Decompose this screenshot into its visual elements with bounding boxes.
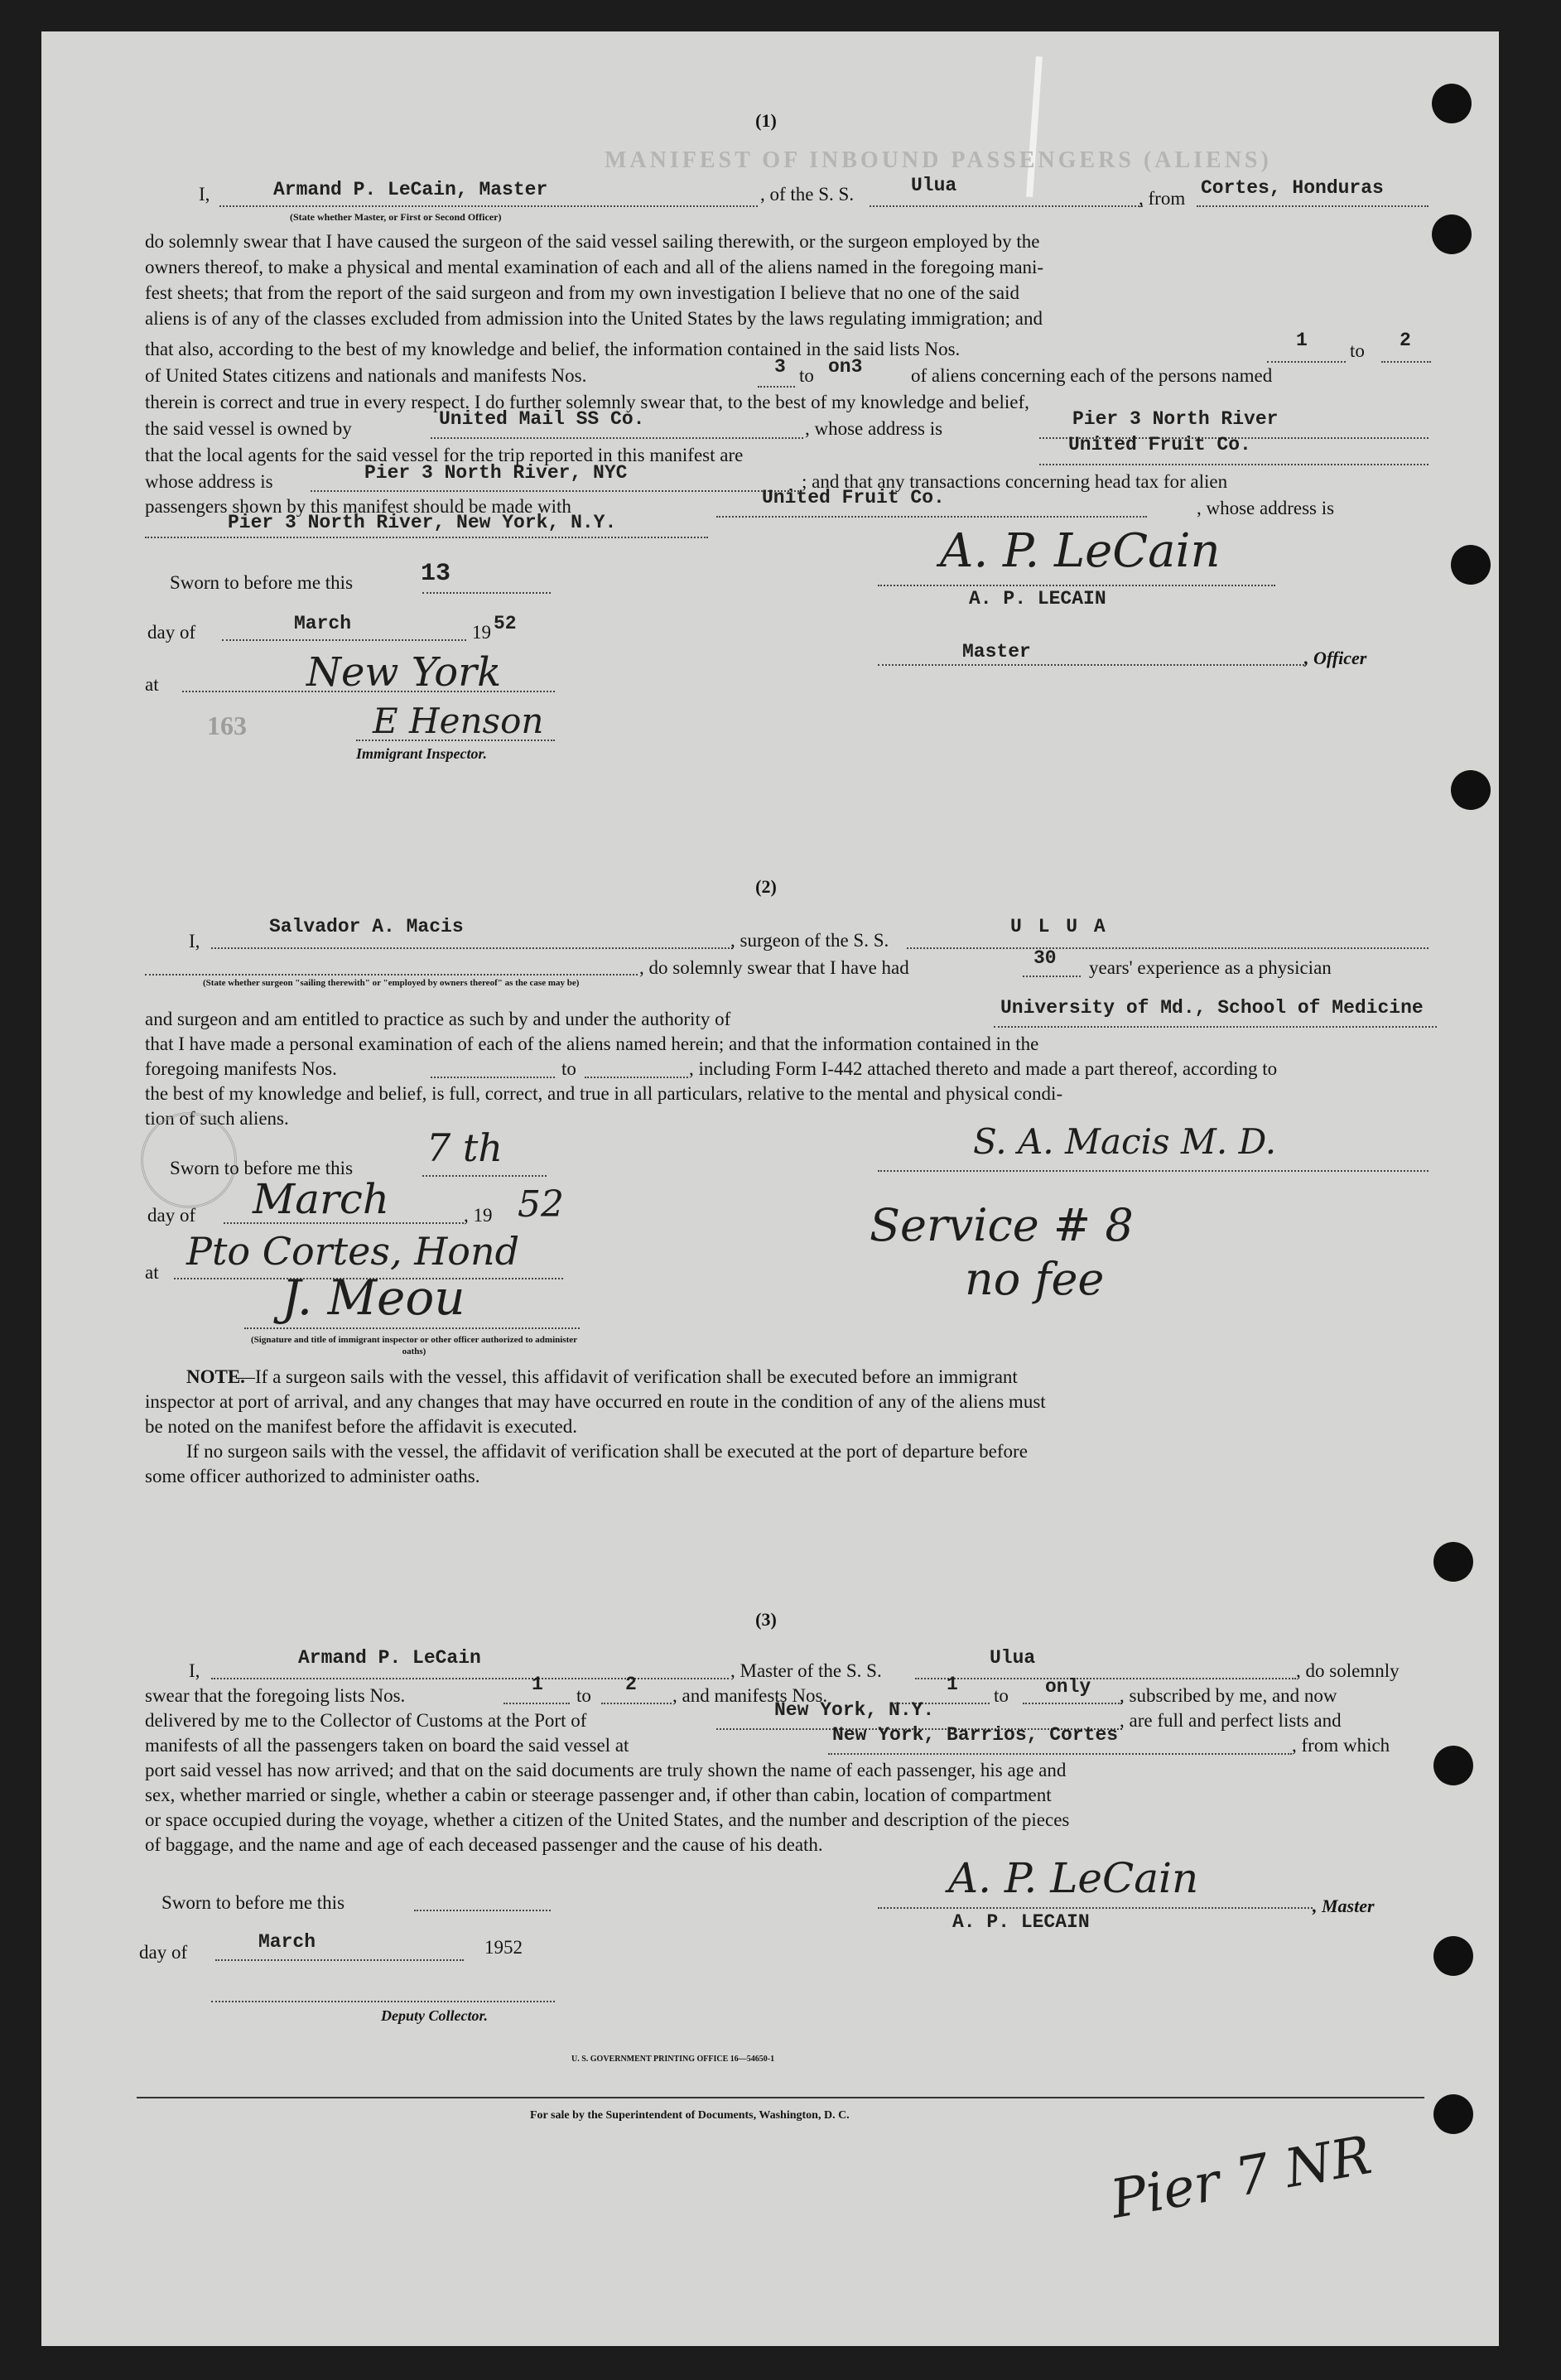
section-3-line-8: of baggage, and the name and age of each deceased passenger and the cause of his death. xyxy=(145,1834,823,1855)
master-printed-3: A. P. LECAIN xyxy=(952,1911,1090,1933)
subscribed-label: , subscribed by me, and now xyxy=(1120,1685,1337,1706)
officer-title: Master xyxy=(962,641,1031,662)
sworn-month-2-line xyxy=(224,1222,464,1224)
inspector-signature-line xyxy=(356,740,555,741)
from-port: Cortes, Honduras xyxy=(1201,177,1384,199)
bleed-through-text: MANIFEST OF INBOUND PASSENGERS (ALIENS) xyxy=(605,147,1272,173)
form-i442-text: , including Form I-442 attached thereto and made a part thereof, according to xyxy=(689,1058,1278,1079)
section-3-number: (3) xyxy=(755,1609,777,1630)
manifests-to-3: only xyxy=(1045,1676,1091,1698)
vessel-line xyxy=(870,205,1143,207)
surgeon-signature: S. A. Macis M. D. xyxy=(973,1121,1277,1162)
master-name-line xyxy=(219,205,758,207)
years-experience: 30 xyxy=(1033,947,1057,969)
at-label-1: at xyxy=(145,674,159,695)
oath-i-label: I, xyxy=(199,184,210,205)
year-suffix-2: 52 xyxy=(518,1183,564,1226)
lists-to-3-label: to xyxy=(576,1685,591,1706)
at-place-2: Pto Cortes, Hond xyxy=(186,1229,520,1274)
lists-from: 1 xyxy=(1296,330,1308,351)
at-place-1-line xyxy=(182,691,555,692)
section-3-line-5: port said vessel has now arrived; and that on the said documents are truly shown the name of each passenger, his age and xyxy=(145,1760,1067,1780)
punch-hole xyxy=(1432,214,1472,254)
sworn-month-1-line xyxy=(222,639,466,641)
section-2-line-5: the best of my knowledge and belief, is full, correct, and true in all particulars, relative to the mental and physical condi- xyxy=(145,1083,1063,1104)
master-signature-1-line xyxy=(878,585,1275,586)
full-lists-label: , are full and perfect lists and xyxy=(1120,1710,1342,1731)
master-signature-3-line xyxy=(878,1907,1313,1909)
agents-address-label: whose address is xyxy=(145,471,273,492)
master-name-caption: (State whether Master, or First or Second Officer) xyxy=(290,211,502,223)
vessel-owner-line xyxy=(431,437,803,439)
sworn-month-1: March xyxy=(294,613,352,634)
swear-label: , do solemnly swear that I have had xyxy=(639,957,909,978)
sale-note: For sale by the Superintendent of Documents, Washington, D. C. xyxy=(530,2109,850,2122)
surgeon-vessel: U L U A xyxy=(1010,916,1108,937)
day-of-label-2: day of xyxy=(147,1205,196,1226)
vessel-name: Ulua xyxy=(911,175,957,196)
manifests-to-3-line xyxy=(1023,1703,1122,1704)
punch-hole xyxy=(1433,2094,1473,2134)
authority-text: and surgeon and am entitled to practice as such by and under the authority of xyxy=(145,1009,731,1029)
sworn-day-1-line xyxy=(422,592,551,594)
body-line: fest sheets; that from the report of the said surgeon and from my own investigation I believe that no one of the said xyxy=(145,282,1020,303)
head-tax-party-line xyxy=(716,516,1147,518)
head-tax-text: ; and that any transactions concerning head tax for alien xyxy=(802,471,1228,492)
body-line: do solemnly swear that I have caused the surgeon of the said vessel sailing therewith, or the surgeon employed by the xyxy=(145,231,1040,252)
agents-address: Pier 3 North River, NYC xyxy=(364,462,628,484)
head-tax-whose-label: , whose address is xyxy=(1197,498,1335,518)
owner-address: Pier 3 North River xyxy=(1072,408,1279,430)
year-prefix-1: 19 xyxy=(472,622,491,643)
service-note-2: no fee xyxy=(965,1253,1105,1305)
sworn-label-2: Sworn to before me this xyxy=(170,1158,354,1178)
vessel-3-line xyxy=(915,1678,1296,1679)
agents-text: that the local agents for the said vessel for the trip reported in this manifest are xyxy=(145,445,744,465)
local-agents: United Fruit Co. xyxy=(1068,434,1251,455)
aliens-text: of aliens concerning each of the persons named xyxy=(911,365,1273,386)
surgeon-name-line xyxy=(211,947,733,949)
head-tax-address: Pier 3 North River, New York, N.Y. xyxy=(228,512,617,533)
foregoing-to-line xyxy=(585,1077,688,1078)
boarded-text: manifests of all the passengers taken on board the said vessel at xyxy=(145,1735,629,1756)
manifests-to-label: to xyxy=(799,365,814,386)
punch-hole xyxy=(1432,84,1472,123)
owned-by-text: the said vessel is owned by xyxy=(145,418,352,439)
officer-label: , Officer xyxy=(1304,648,1367,668)
manifests-to-3-label: to xyxy=(994,1685,1009,1706)
punch-hole xyxy=(1451,545,1491,585)
master-label-3: , Master xyxy=(1313,1896,1375,1916)
sworn-day-2: 7 th xyxy=(426,1125,503,1170)
section-3-line-7: or space occupied during the voyage, whether a citizen of the United States, and the number and description of the pieces xyxy=(145,1809,1070,1830)
master-signature-3: A. P. LeCain xyxy=(948,1854,1199,1902)
section-2-number: (2) xyxy=(755,876,777,897)
manifests-to: on3 xyxy=(828,356,863,378)
sworn-day-1: 13 xyxy=(421,560,451,588)
footer-rule xyxy=(137,2097,1424,2098)
surgeon-type-line xyxy=(145,974,638,976)
day-of-label-3: day of xyxy=(139,1942,188,1963)
foregoing-from-line xyxy=(431,1077,555,1078)
paper-tear xyxy=(1026,56,1043,197)
owner-address-label: , whose address is xyxy=(805,418,943,439)
year-suffix-1: 52 xyxy=(494,613,517,634)
master-printed-1: A. P. LECAIN xyxy=(969,588,1106,609)
body-line-correct: therein is correct and true in every respect. I do further solemnly swear that, to the best of my knowledge and belief, xyxy=(145,392,1029,412)
punch-hole xyxy=(1433,1746,1473,1785)
sworn-label-1: Sworn to before me this xyxy=(170,572,354,593)
surgeon-name: Salvador A. Macis xyxy=(269,916,464,937)
official-caption: (Signature and title of immigrant inspector or other officer authorized to administer oaths) xyxy=(250,1335,578,1356)
master-of-label: , Master of the S. S. xyxy=(730,1660,882,1681)
sworn-month-3-line xyxy=(215,1959,464,1961)
lists-to-3: 2 xyxy=(625,1674,637,1695)
head-tax-label: passengers shown by this manifest should be made with xyxy=(145,496,571,517)
solemnly-label: , do solemnly xyxy=(1296,1660,1400,1681)
from-label: , from xyxy=(1139,188,1186,209)
punch-hole xyxy=(1451,770,1491,810)
inspector-caption: Immigrant Inspector. xyxy=(356,745,488,762)
lists-from-3: 1 xyxy=(532,1674,543,1695)
section-1-number: (1) xyxy=(755,110,777,131)
agents-address-line xyxy=(311,490,799,492)
authority-name: University of Md., School of Medicine xyxy=(1000,997,1424,1019)
manifests-from: 3 xyxy=(774,356,786,378)
manifests-text: of United States citizens and nationals and manifests Nos. xyxy=(145,365,587,386)
inspector-signature: E Henson xyxy=(373,701,544,741)
master-name-3-line xyxy=(211,1678,729,1679)
from-which-label: , from which xyxy=(1292,1735,1390,1756)
year-prefix-2: , 19 xyxy=(464,1205,493,1226)
collector-text: delivered by me to the Collector of Customs at the Port of xyxy=(145,1710,587,1731)
section-3-line-6: sex, whether married or single, whether a cabin or steerage passenger and, if other than cabin, location of compartment xyxy=(145,1785,1052,1805)
officer-title-line xyxy=(878,664,1304,666)
note-label: NOTE. xyxy=(186,1366,245,1387)
note-text-5: some officer authorized to administer oaths. xyxy=(145,1466,480,1486)
deputy-collector-line xyxy=(211,2001,555,2002)
surgeon-of-label: , surgeon of the S. S. xyxy=(730,930,889,951)
lists-text: that also, according to the best of my knowledge and belief, the information contained in the said lists Nos. xyxy=(145,339,961,359)
ports-boarded: New York, Barrios, Cortes xyxy=(832,1724,1119,1746)
at-place-1-handwritten: New York xyxy=(306,649,502,696)
foregoing-to-label: to xyxy=(561,1058,576,1079)
service-note-1: Service # 8 xyxy=(870,1199,1134,1251)
local-agents-line xyxy=(1039,464,1429,465)
official-signature-line xyxy=(244,1327,580,1329)
deputy-collector-caption: Deputy Collector. xyxy=(381,2007,488,2024)
year-3: 1952 xyxy=(484,1937,523,1958)
head-tax-address-line xyxy=(145,537,708,538)
note-text-1: —If a surgeon sails with the vessel, this affidavit of verification shall be executed before an immigrant xyxy=(236,1366,1018,1387)
day-of-label-1: day of xyxy=(147,622,196,643)
lists-to-3-line xyxy=(601,1703,672,1704)
lists-from-line xyxy=(1267,361,1346,363)
master-name-3: Armand P. LeCain xyxy=(298,1647,481,1669)
note-text-4: If no surgeon sails with the vessel, the affidavit of verification shall be executed at the port of departure before xyxy=(186,1441,1028,1462)
punch-hole xyxy=(1433,1542,1473,1582)
sworn-month-3: March xyxy=(258,1931,316,1953)
foregoing-lists-label: swear that the foregoing lists Nos. xyxy=(145,1685,406,1706)
note-text-3: be noted on the manifest before the affidavit is executed. xyxy=(145,1416,577,1437)
section-2-i-label: I, xyxy=(189,931,200,952)
section-1-body xyxy=(145,229,1437,331)
master-signature-1: A. P. LeCain xyxy=(940,524,1221,578)
authority-line xyxy=(994,1026,1437,1028)
handwritten-pier-note: Pier 7 NR xyxy=(1106,2124,1376,2232)
manifests-3-label: , and manifests Nos. xyxy=(672,1685,828,1706)
vessel-owner: United Mail SS Co. xyxy=(439,408,645,430)
manifests-from-3: 1 xyxy=(947,1674,958,1695)
manifests-from-line xyxy=(758,386,795,388)
lists-to: 2 xyxy=(1400,330,1411,351)
official-signature: J. Meou xyxy=(282,1269,465,1326)
section-2-line-6: tion of such aliens. xyxy=(145,1108,289,1129)
sworn-day-3-line xyxy=(414,1910,551,1911)
printing-office-line: U. S. GOVERNMENT PRINTING OFFICE 16—54650-1 xyxy=(571,2055,775,2064)
lists-to-label: to xyxy=(1350,340,1365,361)
years-label: years' experience as a physician xyxy=(1089,957,1332,978)
of-ss-label: , of the S. S. xyxy=(760,184,855,205)
at-label-2: at xyxy=(145,1262,159,1283)
from-port-line xyxy=(1197,205,1429,207)
sworn-day-2-line xyxy=(422,1175,547,1177)
section-3-i-label: I, xyxy=(189,1660,200,1681)
ports-boarded-line xyxy=(828,1753,1292,1755)
port-of-arrival: New York, N.Y. xyxy=(774,1699,935,1721)
foregoing-manifests-label: foregoing manifests Nos. xyxy=(145,1058,337,1079)
surgeon-vessel-line xyxy=(907,947,1429,949)
margin-number: 163 xyxy=(207,711,247,740)
head-tax-party: United Fruit Co. xyxy=(762,487,945,508)
vessel-3: Ulua xyxy=(990,1647,1036,1669)
surgeon-signature-line xyxy=(878,1170,1429,1172)
section-2-line-3: that I have made a personal examination of each of the aliens named herein; and that the information contained in the xyxy=(145,1033,1039,1054)
surgeon-caption: (State whether surgeon "sailing therewith" or "employed by owners thereof" as the case may be) xyxy=(203,978,580,988)
lists-from-3-line xyxy=(503,1703,570,1704)
body-line: aliens is of any of the classes excluded from admission into the United States by the laws regulating immigration; and xyxy=(145,308,1043,329)
punch-hole xyxy=(1433,1936,1473,1976)
years-experience-line xyxy=(1023,976,1081,977)
sworn-label-3: Sworn to before me this xyxy=(161,1892,345,1913)
body-line: owners thereof, to make a physical and mental examination of each and all of the aliens named in the foregoing mani- xyxy=(145,257,1044,277)
affidavit-page xyxy=(41,31,1499,2346)
master-name: Armand P. LeCain, Master xyxy=(273,179,548,200)
sworn-month-2: March xyxy=(253,1175,390,1223)
lists-to-line xyxy=(1381,361,1431,363)
note-text-2: inspector at port of arrival, and any changes that may have occurred en route in the condition of any of the aliens must xyxy=(145,1391,1046,1412)
